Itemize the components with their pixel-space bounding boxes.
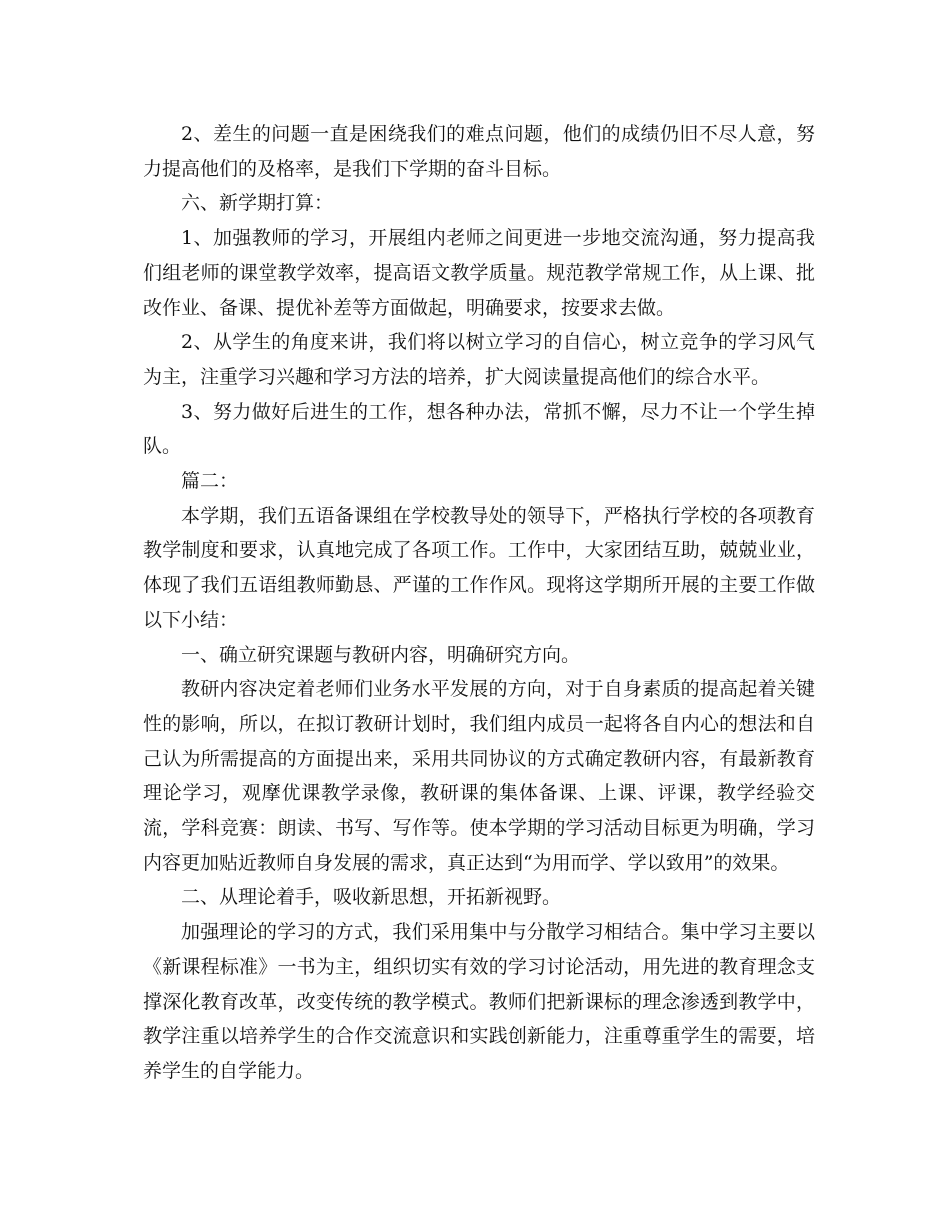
heading-section-1: 一、确立研究课题与教研内容，明确研究方向。 (181, 643, 581, 666)
heading-section-2: 二、从理论着手，吸收新思想，开拓新视野。 (181, 886, 562, 909)
paragraph-plan-1: 1、加强教师的学习，开展组内老师之间更进一步地交流沟通，努力提高我们组老师的课堂教学效率，提高语文教学质量。规范教学常规工作，从上课、批改作业、备课、提优补差等方面做起，明确要求，按要求去做。 (143, 227, 815, 319)
heading-new-semester-plan: 六、新学期打算： (181, 192, 334, 215)
paragraph-intro: 本学期，我们五语备课组在学校教导处的领导下，严格执行学校的各项教育教学制度和要求，认真地完成了各项工作。工作中，大家团结互助，兢兢业业，体现了我们五语组教师勤恳、严谨的工作作风。现将这学期所开展的主要工作做以下小结： (143, 504, 815, 631)
heading-part-two: 篇二： (181, 470, 239, 493)
paragraph-poor-students: 2、差生的问题一直是困绕我们的难点问题，他们的成绩仍旧不尽人意，努力提高他们的及格率，是我们下学期的奋斗目标。 (143, 123, 815, 180)
paragraph-plan-3: 3、努力做好后进生的工作，想各种办法，常抓不懈，尽力不让一个学生掉队。 (143, 400, 815, 458)
paragraph-section-1: 教研内容决定着老师们业务水平发展的方向，对于自身素质的提高起着关键性的影响，所以，在拟订教研计划时，我们组内成员一起将各自内心的想法和自己认为所需提高的方面提出来，采用共同协议的方式确定教研内容，有最新教育理论学习，观摩优课教学录像，教研课的集体备课、上课、评课，教学经验交流，学科竞赛：朗读、书写、写作等。使本学期的学习活动目标更为明确，学习内容更加贴近教师自身发展的需求，真正达到“为用而学、学以致用”的效果。 (143, 678, 815, 874)
paragraph-plan-2: 2、从学生的角度来讲，我们将以树立学习的自信心，树立竞争的学习风气为主，注重学习兴趣和学习方法的培养，扩大阅读量提高他们的综合水平。 (143, 331, 815, 388)
paragraph-section-2: 加强理论的学习的方式，我们采用集中与分散学习相结合。集中学习主要以《新课程标准》一书为主，组织切实有效的学习讨论活动，用先进的教育理念支撑深化教育改革，改变传统的教学模式。教师们把新课标的理念渗透到教学中，教学注重以培养学生的合作交流意识和实践创新能力，注重尊重学生的需要，培养学生的自学能力。 (143, 921, 815, 1082)
document-body (143, 117, 815, 1089)
